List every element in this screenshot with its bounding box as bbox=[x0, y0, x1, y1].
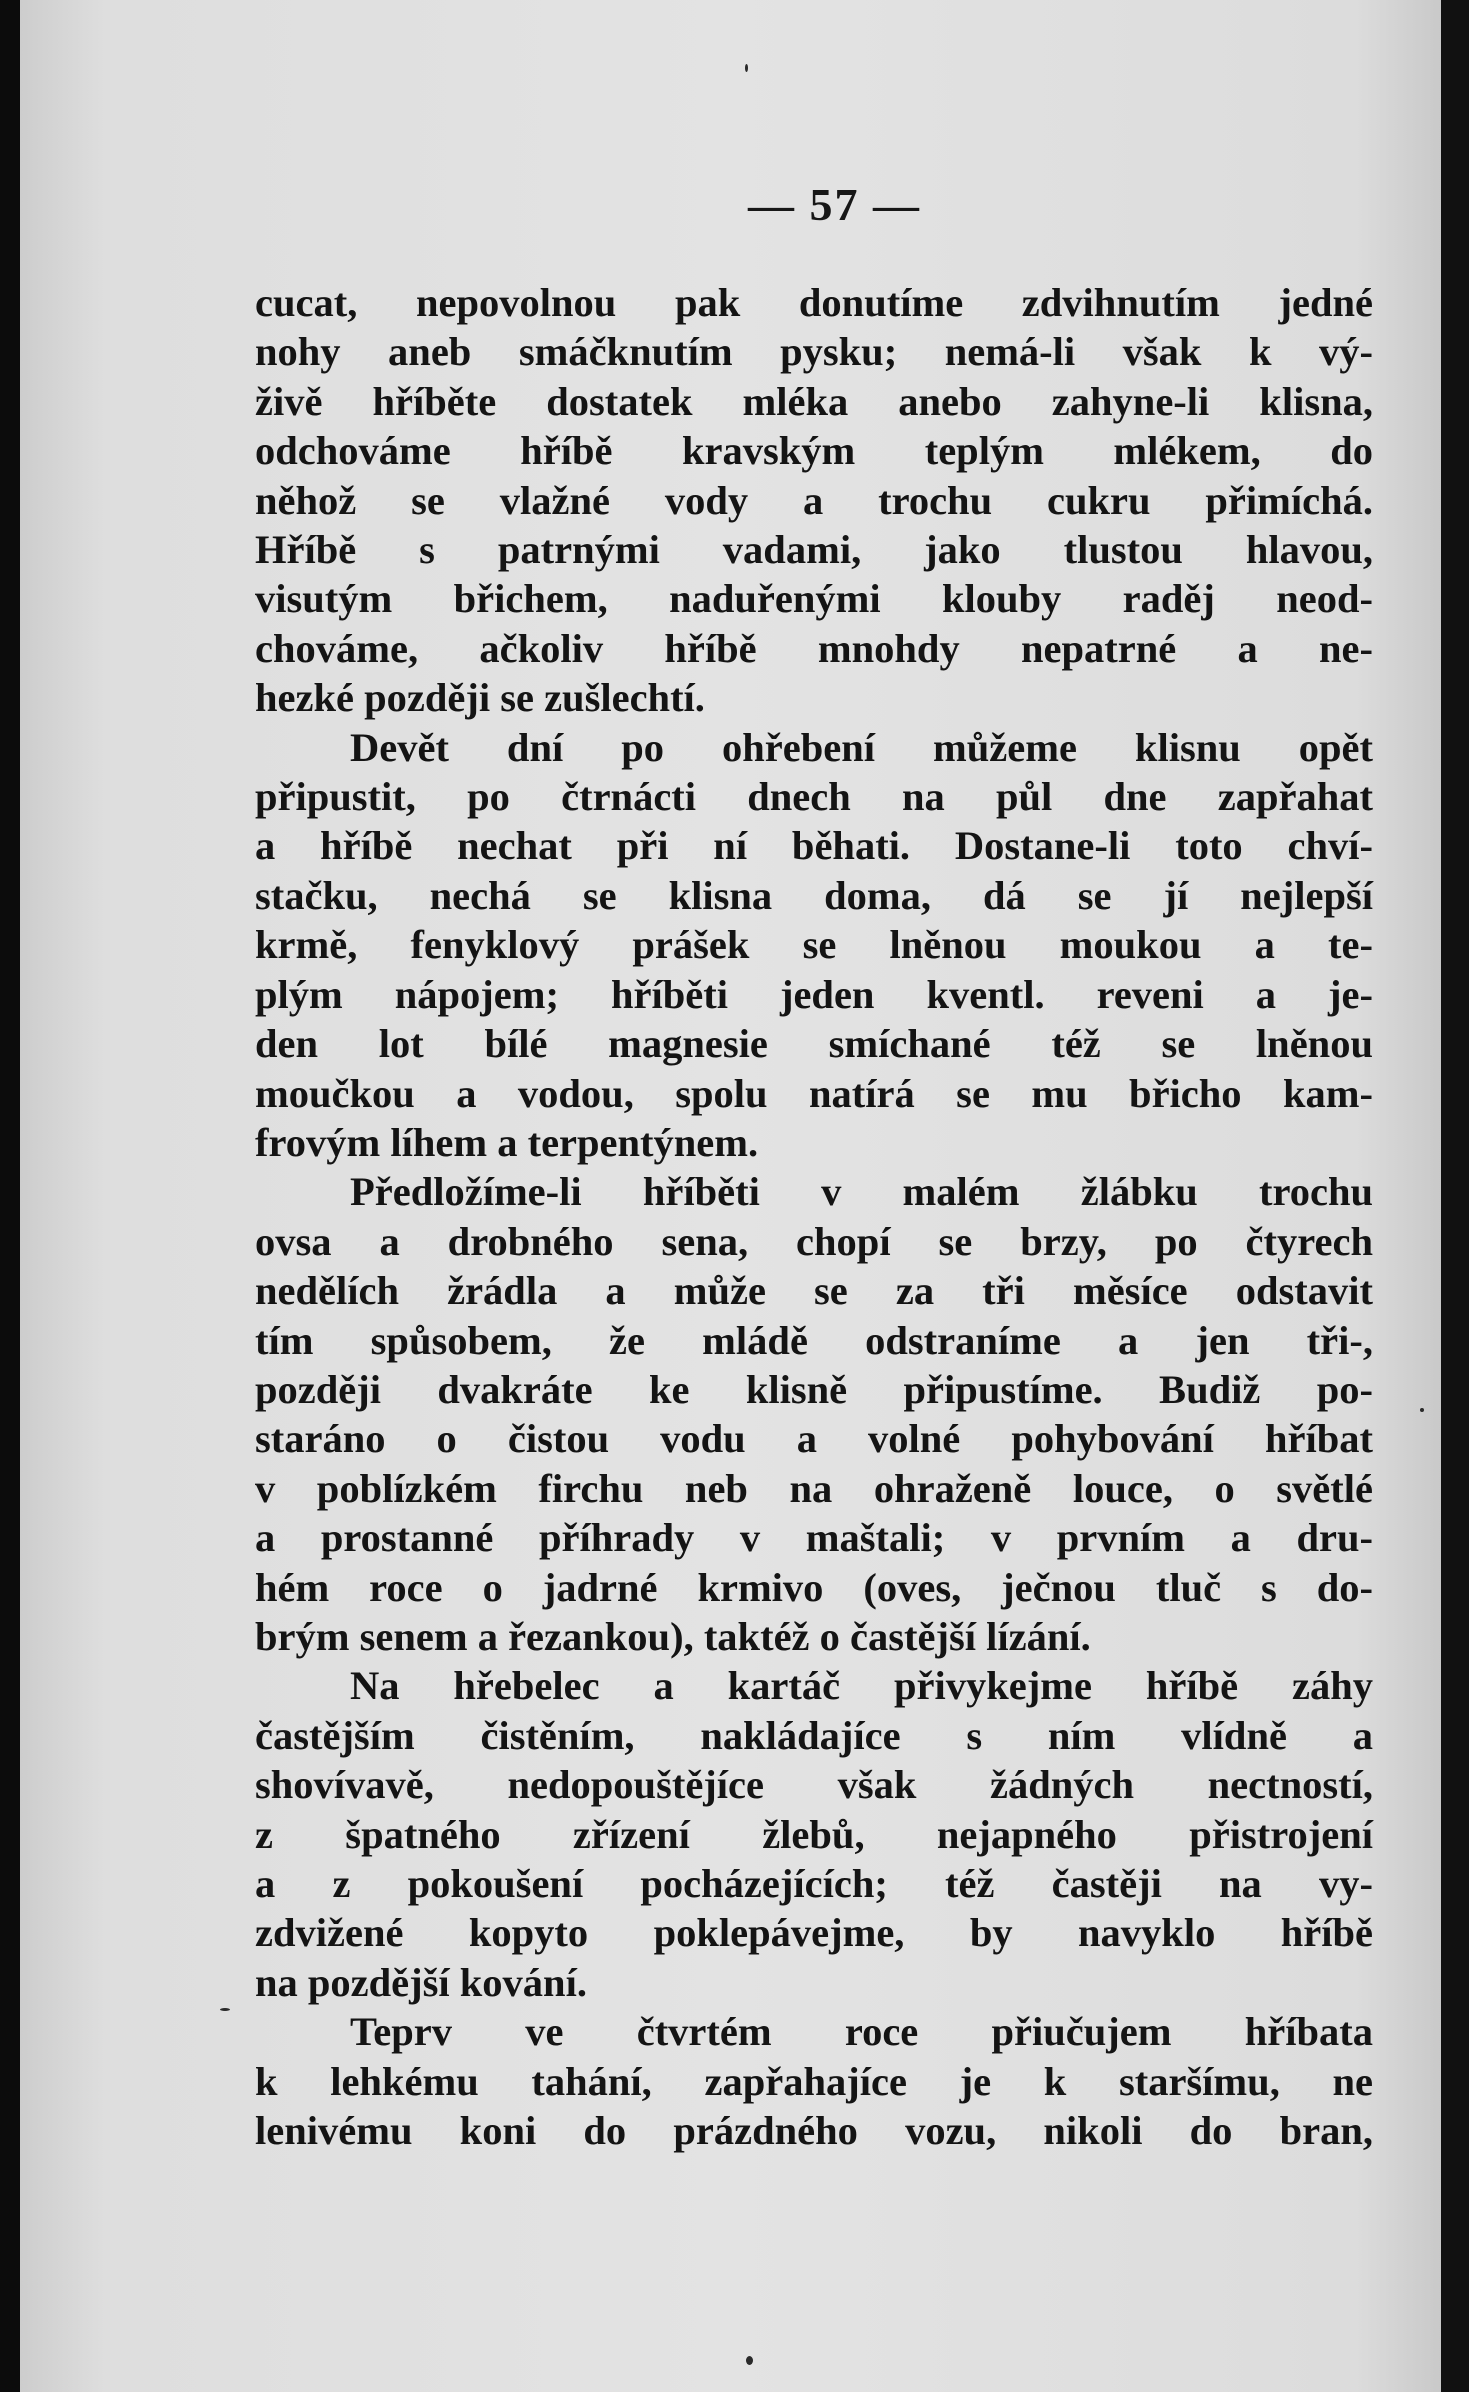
text-line: ovsa a drobného sena, chopí se brzy, po čtyrech bbox=[255, 1218, 1373, 1264]
text-line: plým nápojem; hříběti jeden kventl. reveni a je- bbox=[255, 971, 1373, 1017]
text-line: den lot bílé magnesie smíchané též se lněnou bbox=[255, 1021, 1373, 1067]
text-line: krmě, fenyklový prášek se lněnou moukou a te- bbox=[255, 922, 1373, 968]
paper-speck bbox=[745, 64, 748, 72]
text-line: Devět dní po ohřebení můžeme klisnu opět bbox=[350, 724, 1373, 770]
text-line: v poblízkém firchu neb na ohraženě louce, o světlé bbox=[255, 1465, 1373, 1511]
right-scan-edge bbox=[1441, 0, 1469, 2392]
text-line: Na hřebelec a kartáč přivykejme hříbě záhy bbox=[350, 1663, 1373, 1709]
text-line: Předložíme-li hříběti v malém žlábku trochu bbox=[350, 1169, 1373, 1215]
text-line: chováme, ačkoliv hříbě mnohdy nepatrné a ne- bbox=[255, 625, 1373, 671]
paper-speck bbox=[220, 2008, 230, 2011]
text-line: později dvakráte ke klisně připustíme. Budiž po- bbox=[255, 1366, 1373, 1412]
text-line: živě hříběte dostatek mléka anebo zahyne-li klisna, bbox=[255, 378, 1373, 424]
text-line: staráno o čistou vodu a volné pohybování hříbat bbox=[255, 1416, 1373, 1462]
text-line: zdvižené kopyto poklepávejme, by navyklo hříbě bbox=[255, 1910, 1373, 1956]
text-line: a hříbě nechat při ní běhati. Dostane-li toto chví- bbox=[255, 823, 1373, 869]
paragraph bbox=[255, 723, 1373, 1168]
text-line: na pozdější kování. bbox=[255, 1959, 587, 2005]
paragraph bbox=[255, 2007, 1373, 2155]
text-line: něhož se vlažné vody a trochu cukru přimíchá. bbox=[255, 477, 1373, 523]
text-line: nedělích žrádla a může se za tři měsíce odstavit bbox=[255, 1268, 1373, 1314]
paragraph bbox=[255, 278, 1373, 723]
paper-speck bbox=[746, 2356, 753, 2365]
text-line: nohy aneb smáčknutím pysku; nemá-li však k vý- bbox=[255, 329, 1373, 375]
text-line: visutým břichem, naduřenými klouby raděj neod- bbox=[255, 576, 1373, 622]
text-line: brým senem a řezankou), taktéž o častější lízání. bbox=[255, 1613, 1091, 1659]
text-line: a prostanné příhrady v maštali; v prvním a dru- bbox=[255, 1515, 1373, 1561]
text-line: lenivému koni do prázdného vozu, nikoli do bran, bbox=[255, 2108, 1373, 2154]
page-body-text bbox=[255, 278, 1373, 2155]
paragraph bbox=[255, 1661, 1373, 2007]
text-line: odchováme hříbě kravským teplým mlékem, do bbox=[255, 428, 1373, 474]
page-number: — 57 — bbox=[748, 179, 921, 230]
text-line: hezké později se zušlechtí. bbox=[255, 675, 705, 721]
text-line: cucat, nepovolnou pak donutíme zdvihnutím jedné bbox=[255, 280, 1373, 325]
text-line: frovým líhem a terpentýnem. bbox=[255, 1119, 759, 1165]
text-line: moučkou a vodou, spolu natírá se mu břicho kam- bbox=[255, 1070, 1373, 1116]
text-line: z špatného zřízení žlebů, nejapného přistrojení bbox=[255, 1811, 1373, 1857]
text-line: stačku, nechá se klisna doma, dá se jí nejlepší bbox=[255, 872, 1373, 918]
text-line: Teprv ve čtvrtém roce přiučujem hříbata bbox=[350, 2009, 1373, 2055]
text-line: připustit, po čtrnácti dnech na půl dne zapřahat bbox=[255, 774, 1373, 820]
text-line: shovívavě, nedopouštějíce však žádných nectností, bbox=[255, 1762, 1373, 1808]
text-line: Hříbě s patrnými vadami, jako tlustou hlavou, bbox=[255, 527, 1373, 573]
book-page bbox=[20, 0, 1441, 2392]
text-line: k lehkému tahání, zapřahajíce je k staršímu, ne bbox=[255, 2058, 1373, 2104]
paragraph bbox=[255, 1167, 1373, 1661]
paper-speck bbox=[1420, 1408, 1424, 1412]
text-line: a z pokoušení pocházejících; též častěji na vy- bbox=[255, 1861, 1373, 1906]
text-line: častějším čistěním, nakládajíce s ním vlídně a bbox=[255, 1712, 1373, 1758]
text-line: tím spůsobem, že mládě odstraníme a jen tři-, bbox=[255, 1317, 1373, 1363]
left-scan-edge bbox=[0, 0, 20, 2392]
text-line: hém roce o jadrné krmivo (oves, ječnou tluč s do- bbox=[255, 1564, 1373, 1610]
